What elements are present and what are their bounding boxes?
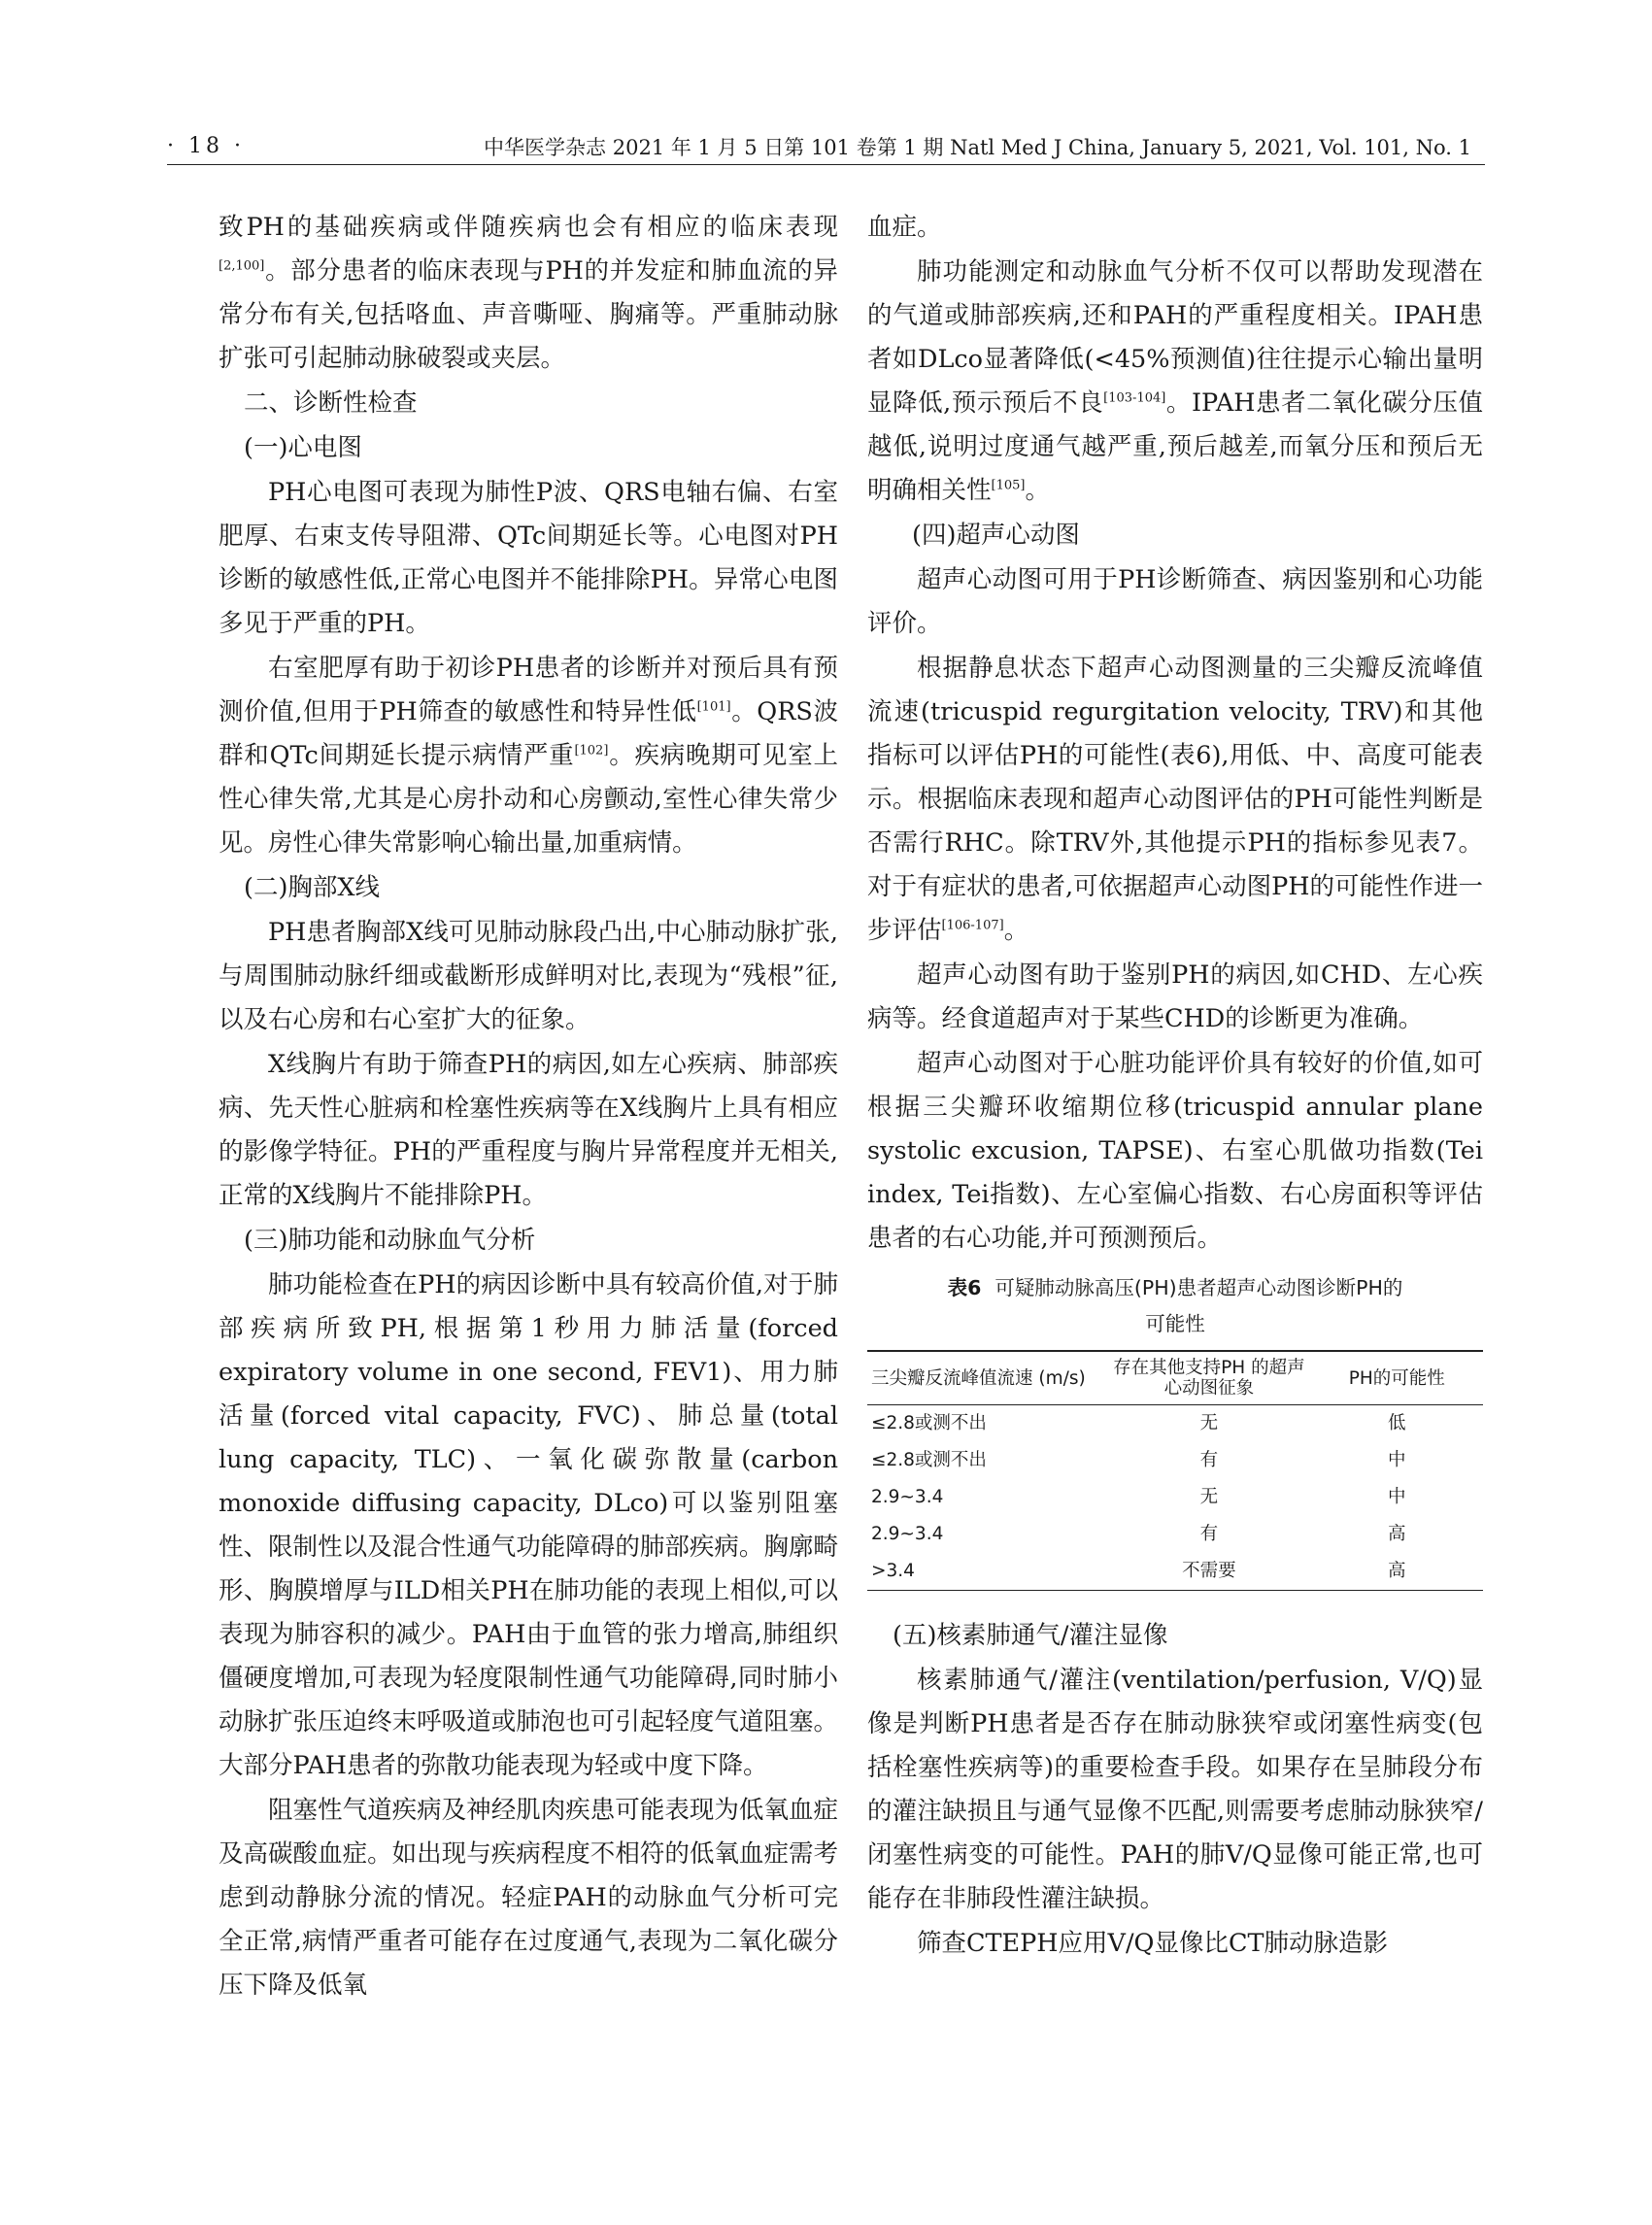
table-caption	[867, 1270, 1483, 1342]
paragraph	[867, 1042, 1483, 1261]
right-column-bottom	[867, 1614, 1483, 1966]
right-column	[867, 206, 1483, 1967]
paragraph	[219, 206, 838, 381]
citation-ref: [103-104]	[1103, 390, 1166, 406]
paragraph-text: 右室肥厚有助于初诊PH患者的诊断并对预后具有预测价值,但用于PH筛查的敏感性和特异性低	[219, 654, 838, 726]
paragraph-text: 筛查CTEPH应用V/Q显像比CT肺动脉造影	[917, 1929, 1388, 1958]
table-header-row	[867, 1351, 1483, 1405]
paragraph	[867, 558, 1483, 646]
paragraph-text: 。	[1025, 476, 1050, 505]
table-cell: 2.9~3.4	[871, 1524, 944, 1544]
paragraph-text: 。疾病晚期可见室上性心律失常,尤其是心房扑动和心房颤动,室性心律失常少见。房性心律失常影响心输出量,加重病情。	[219, 741, 838, 858]
table-cell: 中	[1387, 1450, 1406, 1470]
citation-ref: [105]	[991, 478, 1026, 493]
table-cell: 有	[1199, 1524, 1219, 1544]
paragraph	[219, 382, 838, 425]
paragraph-text: 血症。	[867, 213, 942, 242]
paragraph-text: 超声心动图可用于PH诊断筛查、病因鉴别和心功能评价。	[867, 565, 1483, 638]
paragraph-text: 阻塞性气道疾病及神经肌肉疾患可能表现为低氧血症及高碳酸血症。如出现与疾病程度不相符的低氧血症需考虑到动静脉分流的情况。轻症PAH的动脉血气分析可完全正常,病情严重者可能存在过度通气,表现为二氧化碳分压下降及低氧	[219, 1796, 838, 2000]
paragraph-text: 。	[1003, 916, 1029, 945]
paragraph-text: 二、诊断性检查	[244, 388, 418, 418]
paragraph	[219, 647, 838, 865]
citation-ref: [2,100]	[219, 258, 265, 274]
page-header	[0, 0, 1652, 175]
page-number: · 18 ·	[167, 134, 245, 158]
paragraph	[219, 911, 838, 1042]
right-column-top	[867, 206, 1483, 1261]
paragraph	[219, 471, 838, 646]
paragraph	[867, 954, 1483, 1041]
journal-citation: 中华医学杂志 2021 年 1 月 5 日第 101 卷第 1 期 Natl Med J China, January 5, 2021, Vol. 101, No. 1	[484, 136, 1471, 159]
paragraph	[867, 206, 1483, 250]
paragraph-text: 。IPAH患者二氧化碳分压值越低,说明过度通气越严重,预后越差,而氧分压和预后无明确相关性	[867, 388, 1484, 505]
paragraph-text: PH心电图可表现为肺性P波、QRS电轴右偏、右室肥厚、右束支传导阻滞、QTc间期延长等。心电图对PH诊断的敏感性低,正常心电图并不能排除PH。异常心电图多见于严重的PH。	[219, 478, 838, 638]
citation-ref: [101]	[696, 699, 731, 715]
table-cell: 无	[1199, 1413, 1219, 1433]
table-cell: >3.4	[871, 1561, 915, 1581]
table-label: 表6	[947, 1276, 982, 1299]
paragraph-text: 超声心动图对于心脏功能评价具有较好的价值,如可根据三尖瓣环收缩期位移(tricuspid annular plane systolic excusion, TAPSE)、右室心肌做功指数(Tei index, Tei指数)、左心室偏心指数、右心房面积等评估患者的右心功能,并可预测预后。	[867, 1049, 1483, 1253]
table-cell: 有	[1199, 1450, 1219, 1470]
paragraph-text: X线胸片有助于筛查PH的病因,如左心疾病、肺部疾病、先天性心脏病和栓塞性疾病等在X线胸片上具有相应的影像学特征。PH的严重程度与胸片异常程度并无相关,正常的X线胸片不能排除PH。	[219, 1050, 838, 1210]
paragraph	[867, 1922, 1483, 1966]
citation-ref: [102]	[574, 743, 609, 759]
paragraph-text: 致PH的基础疾病或伴随疾病也会有相应的临床表现	[219, 213, 838, 242]
paragraph	[867, 647, 1483, 953]
paragraph-text: (五)核素肺通气/灌注显像	[893, 1621, 1168, 1650]
paragraph-text: 。部分患者的临床表现与PH的并发症和肺血流的异常分布有关,包括咯血、声音嘶哑、胸痛等。严重肺动脉扩张可引起肺动脉破裂或夹层。	[219, 256, 838, 373]
left-column	[219, 206, 838, 2008]
table-caption-line2: 可能性	[1145, 1312, 1205, 1335]
paragraph	[219, 866, 838, 910]
table-header-trv: 三尖瓣反流峰值流速 (m/s)	[871, 1367, 1086, 1389]
paragraph	[867, 1659, 1483, 1921]
paragraph-text: (四)超声心动图	[912, 521, 1080, 550]
table-header-probability: PH的可能性	[1348, 1367, 1445, 1389]
table-cell: 高	[1387, 1524, 1406, 1544]
paragraph-text: 肺功能测定和动脉血气分析不仅可以帮助发现潜在的气道或肺部疾病,还和PAH的严重程度相关。IPAH患者如DLco显著降低(<45%预测值)往往提示心输出量明显降低,预示预后不良	[867, 257, 1483, 418]
paragraph-text: 根据静息状态下超声心动图测量的三尖瓣反流峰值流速(tricuspid regurgitation velocity, TRV)和其他指标可以评估PH的可能性(表6),用低、中、高度可能表示。根据临床表现和超声心动图评估的PH可能性判断是否需行RHC。除TRV外,其他提示PH的指标参见表7。对于有症状的患者,可依据超声心动图PH的可能性作进一步评估	[867, 654, 1484, 945]
paragraph-text: 。QRS波群和QTc间期延长提示病情严重	[219, 697, 838, 770]
table-row	[867, 1553, 1483, 1591]
paragraph	[867, 251, 1483, 513]
table-cell: 中	[1387, 1487, 1406, 1507]
paragraph	[867, 1614, 1483, 1658]
paragraph	[219, 1264, 838, 1788]
table-cell: 2.9~3.4	[871, 1487, 944, 1507]
table-header-signs: 存在其他支持PH 的超声心动图征象	[1113, 1358, 1305, 1399]
table-row	[867, 1405, 1483, 1443]
paragraph	[219, 1789, 838, 2007]
table-6	[867, 1350, 1483, 1591]
table-cell: 不需要	[1182, 1561, 1236, 1581]
table-row	[867, 1516, 1483, 1553]
citation-ref: [106-107]	[941, 918, 1004, 933]
table-row	[867, 1442, 1483, 1479]
paragraph-text: (一)心电图	[244, 433, 362, 462]
paragraph	[219, 426, 838, 470]
table-cell: ≤2.8或测不出	[871, 1413, 987, 1433]
paragraph-text: (二)胸部X线	[244, 873, 381, 902]
table-cell: 高	[1387, 1561, 1406, 1581]
table-cell: 无	[1199, 1487, 1219, 1507]
paragraph-text: PH患者胸部X线可见肺动脉段凸出,中心肺动脉扩张,与周围肺动脉纤细或截断形成鲜明对比,表现为“残根”征,以及右心房和右心室扩大的征象。	[219, 918, 838, 1034]
table-caption-line1: 可疑肺动脉高压(PH)患者超声心动图诊断PH的	[995, 1276, 1403, 1299]
paragraph-text: 核素肺通气/灌注(ventilation/perfusion, V/Q)显像是判断PH患者是否存在肺动脉狭窄或闭塞性病变(包括栓塞性疾病等)的重要检查手段。如果存在呈肺段分布的灌注缺损且与通气显像不匹配,则需要考虑肺动脉狭窄/闭塞性病变的可能性。PAH的肺V/Q显像可能正常,也可能存在非肺段性灌注缺损。	[867, 1666, 1483, 1913]
paragraph-text: 肺功能检查在PH的病因诊断中具有较高价值,对于肺部疾病所致PH,根据第1秒用力肺活量(forced expiratory volume in one second, FEV1)、用力肺活量(forced vital capacity, FVC)、肺总量(total lung capacity, TLC)、一氧化碳弥散量(carbon monoxide diffusing capacity, DLco)可以鉴别阻塞性、限制性以及混合性通气功能障碍的肺部疾病。胸廓畸形、胸膜增厚与ILD相关PH在肺功能的表现上相似,可以表现为肺容积的减少。PAH由于血管的张力增高,肺组织僵硬度增加,可表现为轻度限制性通气功能障碍,同时肺小动脉扩张压迫终末呼吸道或肺泡也可引起轻度气道阻塞。大部分PAH患者的弥散功能表现为轻或中度下降。	[219, 1270, 838, 1780]
paragraph-text: (三)肺功能和动脉血气分析	[244, 1226, 536, 1255]
header-rule	[167, 164, 1485, 165]
table-row	[867, 1479, 1483, 1516]
table-cell: ≤2.8或测不出	[871, 1450, 987, 1470]
paragraph-text: 超声心动图有助于鉴别PH的病因,如CHD、左心疾病等。经食道超声对于某些CHD的诊断更为准确。	[867, 961, 1483, 1033]
paragraph	[219, 1219, 838, 1263]
table-body	[867, 1405, 1483, 1591]
paragraph	[219, 1043, 838, 1218]
paragraph	[867, 514, 1483, 557]
table-cell: 低	[1387, 1413, 1406, 1433]
